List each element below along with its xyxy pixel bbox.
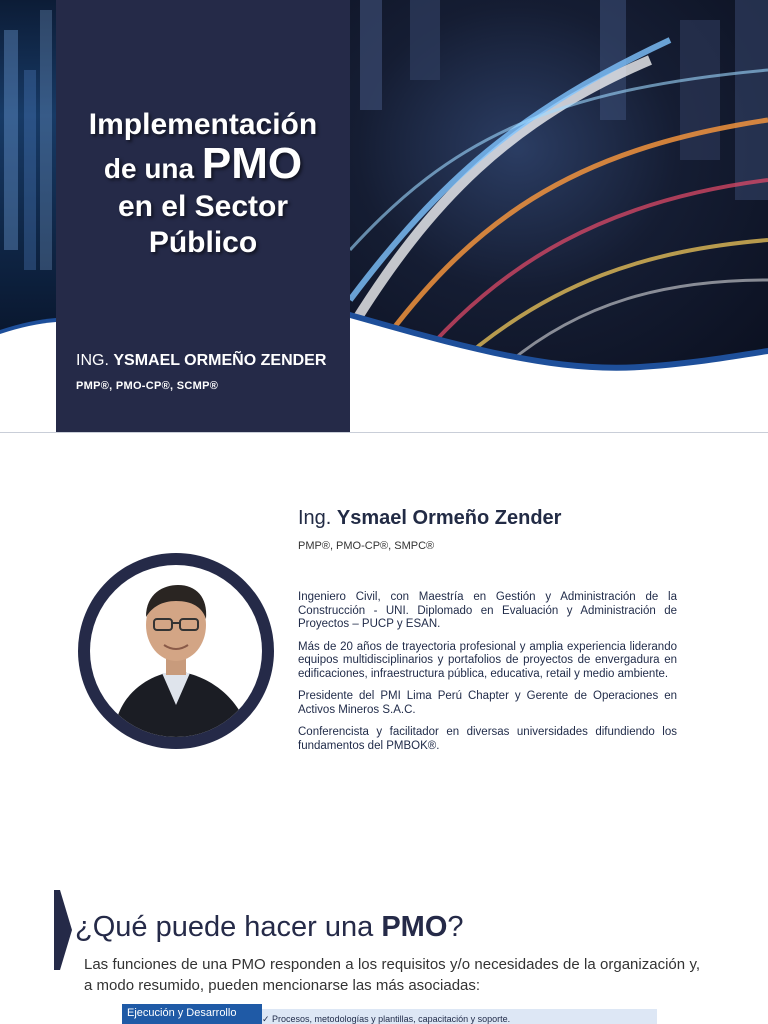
cover-certifications: PMP®, PMO-CP®, SCMP® <box>76 380 219 392</box>
bio-slide <box>0 433 768 865</box>
bio-name <box>298 507 561 530</box>
title-line-3: en el Sector <box>117 190 289 223</box>
pmo-heading-bold: PMO <box>381 911 448 943</box>
pmo-row-detail: ✓ Procesos, metodologías y plantillas, capacitación y soporte. <box>258 1009 657 1024</box>
title-panel <box>56 0 350 432</box>
title-line-2 <box>56 139 350 189</box>
portrait-photo <box>90 565 262 737</box>
bio-paragraph: Presidente del PMI Lima Perú Chapter y Gerente de Operaciones en Activos Mineros S.A.C. <box>298 690 677 716</box>
pmo-heading-prefix: ¿Qué puede hacer una <box>75 911 374 943</box>
author-name: YSMAEL ORMEÑO ZENDER <box>113 352 327 369</box>
chevron-right-icon <box>54 890 72 970</box>
bio-name-bold: Ysmael Ormeño Zender <box>336 507 562 529</box>
title-pmo: PMO <box>201 139 303 188</box>
author-prefix: ING. <box>76 352 109 369</box>
title-line-1: Implementación <box>88 108 318 141</box>
title-line-4: Público <box>148 226 258 259</box>
bio-paragraph: Más de 20 años de trayectoria profesional y amplia experiencia liderando equipos multidisciplinarios y portafolios de proyectos de envergadura en edificaciones, infraestructura pública, educativa, retail y medio ambiente. <box>298 640 677 680</box>
bio-paragraph: Conferencista y facilitador en diversas universidades difundiendo los fundamentos del PMBOK®. <box>298 726 677 752</box>
pmo-slide <box>0 866 768 1024</box>
bio-name-prefix: Ing. <box>298 507 332 529</box>
avatar <box>78 553 274 749</box>
cover-author <box>76 352 326 370</box>
pmo-row-label: Ejecución y Desarrollo <box>122 1004 262 1024</box>
pmo-intro: Las funciones de una PMO responden a los requisitos y/o necesidades de la organización y, a modo resumido, pueden mencionarse las más asociadas: <box>84 956 700 994</box>
bio-description <box>298 591 677 762</box>
bio-paragraph: Ingeniero Civil, con Maestría en Gestión y Administración de la Construcción - UNI. Diplomado en Evaluación y Administración de Proyectos – PUCP y ESAN. <box>298 591 677 630</box>
pmo-heading <box>75 911 464 944</box>
bio-certifications: PMP®, PMO-CP®, SMPC® <box>298 540 435 552</box>
cover-slide <box>0 0 768 432</box>
title-line-2-prefix: de una <box>103 153 195 184</box>
pmo-heading-suffix: ? <box>447 911 464 943</box>
cover-title <box>56 106 350 261</box>
city-photo-left <box>0 0 56 330</box>
